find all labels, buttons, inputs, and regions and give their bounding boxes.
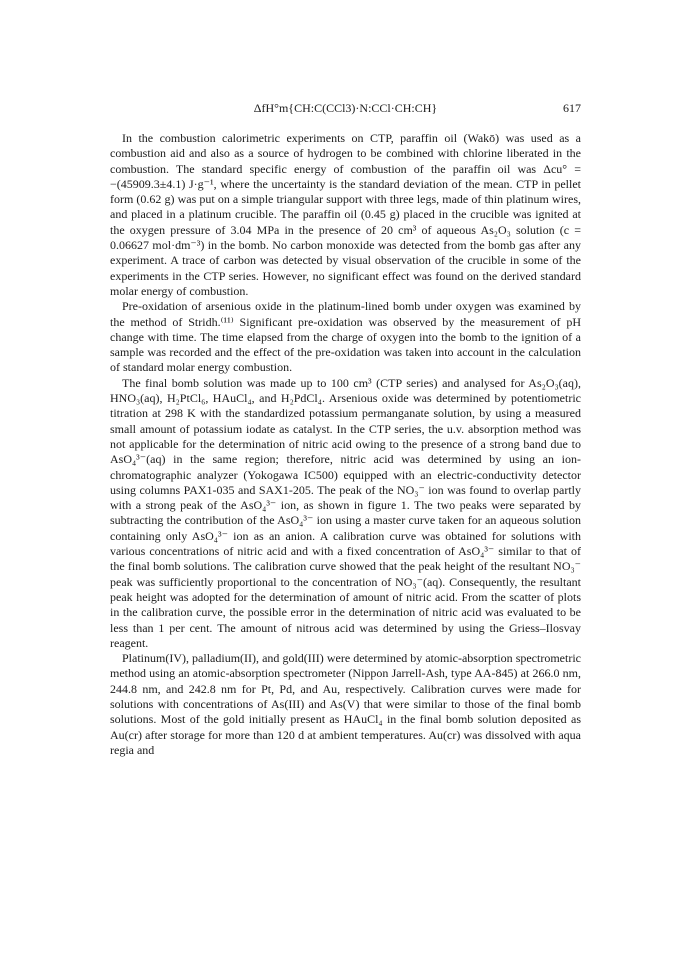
page-number: 617 [563, 101, 581, 115]
paragraph-bomb-solution-analysis: The final bomb solution was made up to 100 cm³ (CTP series) and analysed for As₂O₃(aq), HNO₃(aq), H₂PtCl₆, HAuCl₄, and H₂PdCl₄. Arsenious oxide was determined by potentiometric titration at 298 K with the standardized potassium permanganate solution, by using a measured small amount of potassium iodate as catalyst. In the CTP series, the u.v. absorption method was not applicable for the determination of nitric acid owing to the presence of a strong band due to AsO₄³⁻(aq) in the same region; therefore, nitric acid was determined by using an ion-chromatographic analyzer (Yokogawa IC500) equipped with an electric-conductivity detector using columns PAX1-035 and SAX1-205. The peak of the NO₃⁻ ion was found to overlap partly with a strong peak of the AsO₄³⁻ ion, as shown in figure 1. The two peaks were separated by subtracting the contribution of the AsO₄³⁻ ion using a master curve taken for an aqueous solution containing only AsO₄³⁻ ion as an anion. A calibration curve was obtained for solutions with various concentrations of nitric acid and with a fixed concentration of AsO₄³⁻ similar to that of the final bomb solutions. The calibration curve showed that the peak height of the resultant NO₃⁻ peak was sufficiently proportional to the concentration of NO₃⁻(aq). Consequently, the resultant peak height was adopted for the determination of amount of nitric acid. From the scatter of plots in the calibration curve, the possible error in the determination of nitric acid was evaluated to be less than 1 per cent. The amount of nitrous acid was determined by using the Griess–Ilosvay reagent. [110, 375, 581, 650]
page-header [110, 101, 581, 121]
paragraph-atomic-absorption: Platinum(IV), palladium(II), and gold(III) were determined by atomic-absorption spectrometric method using an atomic-absorption spectrometer (Nippon Jarrell-Ash, type AA-845) at 266.0 nm, 244.8 nm, and 242.8 nm for Pt, Pd, and Au, respectively. Calibration curves were made for solutions with concentrations of As(III) and As(V) that were similar to those of the final bomb solutions. Most of the gold initially present as HAuCl₄ in the final bomb solution deposited as Au(cr) after storage for more than 120 d at ambient temperatures. Au(cr) was dissolved with aqua regia and [110, 651, 581, 757]
paragraph-pre-oxidation: Pre-oxidation of arsenious oxide in the platinum-lined bomb under oxygen was examined by the method of Stridh.⁽¹¹⁾ Significant pre-oxidation was observed by the measurement of pH change with time. The time elapsed from the charge of oxygen into the bomb to the ignition of a sample was recorded and the effect of the pre-oxidation was taken into account in the calculation of standard molar energy combustion. [110, 299, 581, 375]
paragraph-combustion-aid: In the combustion calorimetric experiments on CTP, paraffin oil (Wakō) was used as a combustion aid and also as a source of hydrogen to be combined with chlorine liberated in the combustion. The standard specific energy of combustion of the paraffin oil was Δcu° = −(45909.3±4.1) J·g⁻¹, where the uncertainty is the standard deviation of the mean. CTP in pellet form (0.62 g) was put on a simple triangular support with three legs, made of thin platinum wires, and placed in a platinum crucible. The paraffin oil (0.45 g) placed in the crucible was ignited at the oxygen pressure of 3.04 MPa in the presence of 20 cm³ of aqueous As₂O₃ solution (c = 0.06627 mol·dm⁻³) in the bomb. No carbon monoxide was detected from the bomb gas after any experiment. A trace of carbon was detected by visual observation of the crucible in some of the experiments in the CTP series. However, no significant effect was found on the derived standard molar energy of combustion. [110, 131, 581, 298]
body-text [110, 131, 581, 758]
running-head: ΔfH°m{CH:C(CCl3)·N:CCl·CH:CH} [253, 101, 438, 115]
